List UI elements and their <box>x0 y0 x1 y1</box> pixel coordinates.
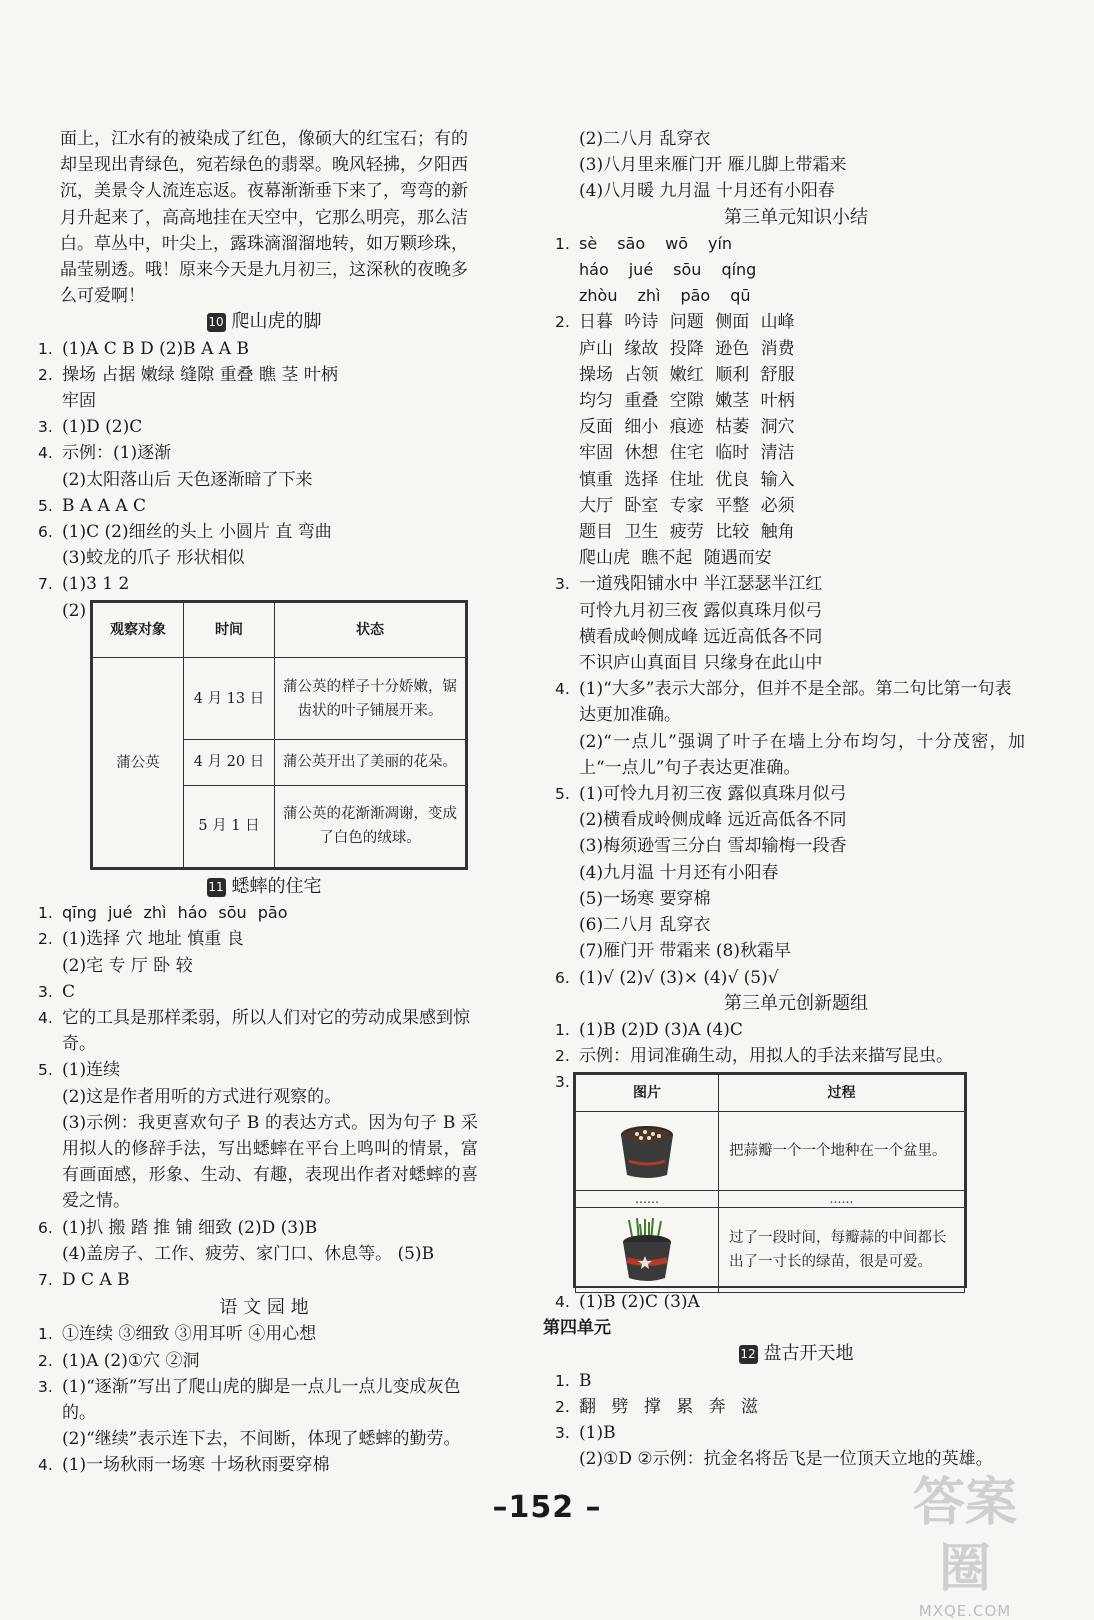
unit-4-title: 第四单元 <box>543 1318 611 1339</box>
word-line: 操场 占领 嫩红 顺利 舒服 <box>579 364 795 385</box>
answer-row: 1. qīng jué zhì háo sōu pāo <box>38 903 288 923</box>
watermark-logo: 答案圈 MXQE.COM <box>912 1473 1017 1620</box>
table-state-cell: 蒲公英的花渐渐凋谢，变成了白色的绒球。 <box>275 785 466 867</box>
page-number: –152 – <box>492 1490 602 1525</box>
answer-row: 3. (1)“逐渐”写出了爬山虎的脚是一点儿一点儿变成灰色的。 <box>38 1376 461 1424</box>
answer-cont: (3)梅须逊雪三分白 雪却输梅一段香 <box>579 836 847 857</box>
word-line: 反面 细小 痕迹 枯萎 洞穴 <box>579 417 795 438</box>
answer-row: 7. D C A B <box>38 1270 130 1291</box>
table-header: 过程 <box>719 1075 965 1112</box>
ellipsis-cell: …… <box>719 1191 965 1208</box>
answer-cont: (2)“一点儿”强调了叶子在墙上分布均匀，十分茂密，加上“一点儿”句子表达更准确。 <box>579 731 1025 778</box>
sprouting-pot-icon <box>615 1216 679 1284</box>
word-line: 慎重 选择 住址 优良 输入 <box>579 469 795 490</box>
answer-row: 1. (1)B (2)D (3)A (4)C <box>555 1019 743 1040</box>
answer-row: 4. (1)一场秋雨一场寒 十场秋雨要穿棉 <box>38 1455 330 1476</box>
garlic-pot-image-1 <box>576 1112 719 1191</box>
unit3-innovation-heading: 第三单元创新题组 <box>724 992 868 1014</box>
table-subject-cell: 蒲公英 <box>93 658 184 868</box>
answer-row: 4. 它的工具是那样柔弱，所以人们对它的劳动成果感到惊奇。 <box>38 1008 470 1055</box>
right-column-lower <box>543 1289 1025 1472</box>
answer-cont: (2)宅 专 厅 卧 较 <box>62 955 193 976</box>
table-header: 时间 <box>184 603 275 658</box>
word-line: 均匀 重叠 空隙 嫩茎 叶柄 <box>579 391 795 412</box>
answer-row: 6. (1)扒 搬 踏 推 铺 细致 (2)D (3)B <box>38 1217 318 1238</box>
poem-line: 横看成岭侧成峰 远近高低各不同 <box>579 626 823 647</box>
garlic-pot-image-2 <box>576 1208 719 1293</box>
word-line: 牢固 休想 住宅 临时 清洁 <box>579 443 795 464</box>
lesson-10-heading <box>38 309 478 335</box>
answer-row: 5. (1)连续 <box>38 1060 121 1081</box>
answer-cont: (2)这是作者用听的方式进行观察的。 <box>62 1086 342 1107</box>
answer-cont: (7)雁门开 带霜来 (8)秋霜早 <box>579 941 791 962</box>
answer-row: 2. 日暮 吟诗 问题 侧面 山峰 <box>555 312 795 333</box>
answer-row: 2. (1)A (2)①穴 ②洞 <box>38 1350 200 1371</box>
poem-line: 不识庐山真面目 只缘身在此山中 <box>579 653 823 674</box>
process-step-1: 把蒜瓣一个一个地种在一个盆里。 <box>719 1112 965 1191</box>
observation-table <box>90 600 468 870</box>
answer-row: 6. (1)√ (2)√ (3)× (4)√ (5)√ <box>555 967 779 988</box>
table-state-cell: 蒲公英的样子十分娇嫩，锯齿状的叶子铺展开来。 <box>275 658 466 740</box>
intro-paragraph: 面上，江水有的被染成了红色，像硕大的红宝石；有的却呈现出青绿色，宛若绿色的翡翠。晚风轻拂，夕阳西沉，美景令人流连忘返。夜幕渐渐垂下来了，弯弯的新月升起来了，高高地挂在天空中，它那么明亮，那么洁白。草丛中，叶尖上，露珠滴溜溜地转，如万颗珍珠，晶莹剔透。哦！原来今天是九月初三，这深秋的夜晚多么可爱啊！ <box>60 129 468 307</box>
answer-row: 2. (1)选择 穴 地址 慎重 良 <box>38 929 244 950</box>
answer-cont: (5)一场寒 要穿棉 <box>579 888 711 909</box>
left-column <box>38 126 478 624</box>
answer-row: 1. ①连续 ③细致 ③用耳听 ④用心想 <box>38 1324 317 1345</box>
answer-row: 2. 翻 劈 撑 累 奔 滋 <box>555 1396 759 1417</box>
answer-cont: (2)“继续”表示连下去，不间断，体现了蟋蟀的勤劳。 <box>62 1429 461 1450</box>
process-step-2: 过了一段时间，每瓣蒜的中间都长出了一寸长的绿苗，很是可爱。 <box>719 1208 965 1293</box>
answer-row: 4. 示例：(1)逐渐 <box>38 443 172 464</box>
answer-cont: (2) <box>62 600 87 621</box>
answer-cont: (4)八月暖 九月温 十月还有小阳春 <box>579 181 835 202</box>
lesson-number-badge: 12 <box>739 1345 758 1364</box>
lesson-title: 爬山虎的脚 <box>231 311 322 333</box>
right-column <box>555 126 1025 1096</box>
answer-row: 6. (1)C (2)细丝的头上 小圆片 直 弯曲 <box>38 522 332 543</box>
word-line: 题目 卫生 疲劳 比较 触角 <box>579 522 795 543</box>
answer-cont: (4)九月温 十月还有小阳春 <box>579 862 779 883</box>
answer-row: 3. (1)B <box>555 1423 616 1444</box>
answer-row: 3. <box>555 1073 570 1092</box>
unit3-summary-heading: 第三单元知识小结 <box>724 206 868 228</box>
lesson-number-badge: 11 <box>207 878 226 897</box>
answer-row: 1. sè sāo wō yín <box>555 231 1025 257</box>
poem-line: 可怜九月初三夜 露似真珠月似弓 <box>579 600 823 621</box>
answer-row: 3. (1)D (2)C <box>38 417 143 438</box>
lesson-title: 蟋蟀的住宅 <box>231 876 322 897</box>
word-line: 大厅 卧室 专家 平整 必须 <box>579 495 795 516</box>
table-time-cell: 4 月 13 日 <box>184 658 275 740</box>
answer-row: 7. (1)3 1 2 <box>38 574 130 595</box>
answer-cont: (2)太阳落山后 天色逐渐暗了下来 <box>62 469 313 490</box>
answer-cont: (6)二八月 乱穿衣 <box>579 915 711 936</box>
answer-cont: 牢固 <box>62 391 96 412</box>
lesson-11-heading <box>38 874 478 900</box>
answer-row: 4. (1)B (2)C (3)A <box>555 1292 700 1312</box>
answer-cont: (2)二八月 乱穿衣 <box>579 129 711 149</box>
answer-cont: (3)示例：我更喜欢句子 B 的表达方式。因为句子 B 采用拟人的修辞手法，写出蟋蟀在平台上鸣叫的情景，富有画面感，形象、生动、有趣，表现出作者对蟋蟀的喜爱之情。 <box>62 1112 478 1212</box>
table-header: 观察对象 <box>93 603 184 658</box>
pinyin-line: zhòu zhì pāo qū <box>579 286 751 306</box>
lesson-number-badge: 10 <box>207 313 226 332</box>
answer-row: 2. 操场 占据 嫩绿 缝隙 重叠 瞧 茎 叶柄 <box>38 364 338 385</box>
table-state-cell: 蒲公英开出了美丽的花朵。 <box>275 740 466 785</box>
answer-cont: (2)①D ②示例：抗金名将岳飞是一位顶天立地的英雄。 <box>579 1449 993 1470</box>
table-time-cell: 4 月 20 日 <box>184 740 275 785</box>
table-time-cell: 5 月 1 日 <box>184 785 275 867</box>
ellipsis-cell: …… <box>576 1191 719 1208</box>
answer-cont: (4)盖房子、工作、疲劳、家门口、休息等。 (5)B <box>62 1243 435 1264</box>
garden-heading: 语 文 园 地 <box>219 1297 309 1319</box>
left-column-lower <box>38 874 478 1479</box>
process-table <box>573 1072 967 1288</box>
word-line: 爬山虎 瞧不起 随遇而安 <box>579 548 772 569</box>
table-header: 图片 <box>576 1075 719 1112</box>
answer-cont: (2)横看成岭侧成峰 远近高低各不同 <box>579 810 847 831</box>
table-header: 状态 <box>275 603 466 658</box>
flower-pot-icon <box>615 1121 679 1181</box>
pinyin-line: háo jué sōu qíng <box>579 260 757 280</box>
answer-row: 1. B <box>555 1370 592 1391</box>
answer-row: 2. 示例：用词准确生动，用拟人的手法来描写昆虫。 <box>555 1046 953 1067</box>
word-line: 庐山 缘故 投降 逊色 消费 <box>579 338 795 359</box>
answer-cont: (3)八月里来雁门开 雁儿脚上带霜来 <box>579 155 847 176</box>
lesson-title: 盘古开天地 <box>763 1343 854 1365</box>
answer-cont: (3)蛟龙的爪子 形状相似 <box>62 548 245 569</box>
pinyin-line: sè sāo wō yín <box>579 233 733 253</box>
answer-row: 3. C <box>38 981 76 1002</box>
answer-row: 5. (1)可怜九月初三夜 露似真珠月似弓 <box>555 784 847 805</box>
answer-row: 5. B A A A C <box>38 495 146 516</box>
answer-row: 3. 一道残阳铺水中 半江瑟瑟半江红 <box>555 574 823 595</box>
answer-row: 1. (1)A C B D (2)B A A B <box>38 338 249 359</box>
answer-row: 4. (1)“大多”表示大部分，但并不是全部。第二句比第一句表达更加准确。 <box>555 679 1012 726</box>
lesson-12-heading <box>555 1341 1025 1367</box>
